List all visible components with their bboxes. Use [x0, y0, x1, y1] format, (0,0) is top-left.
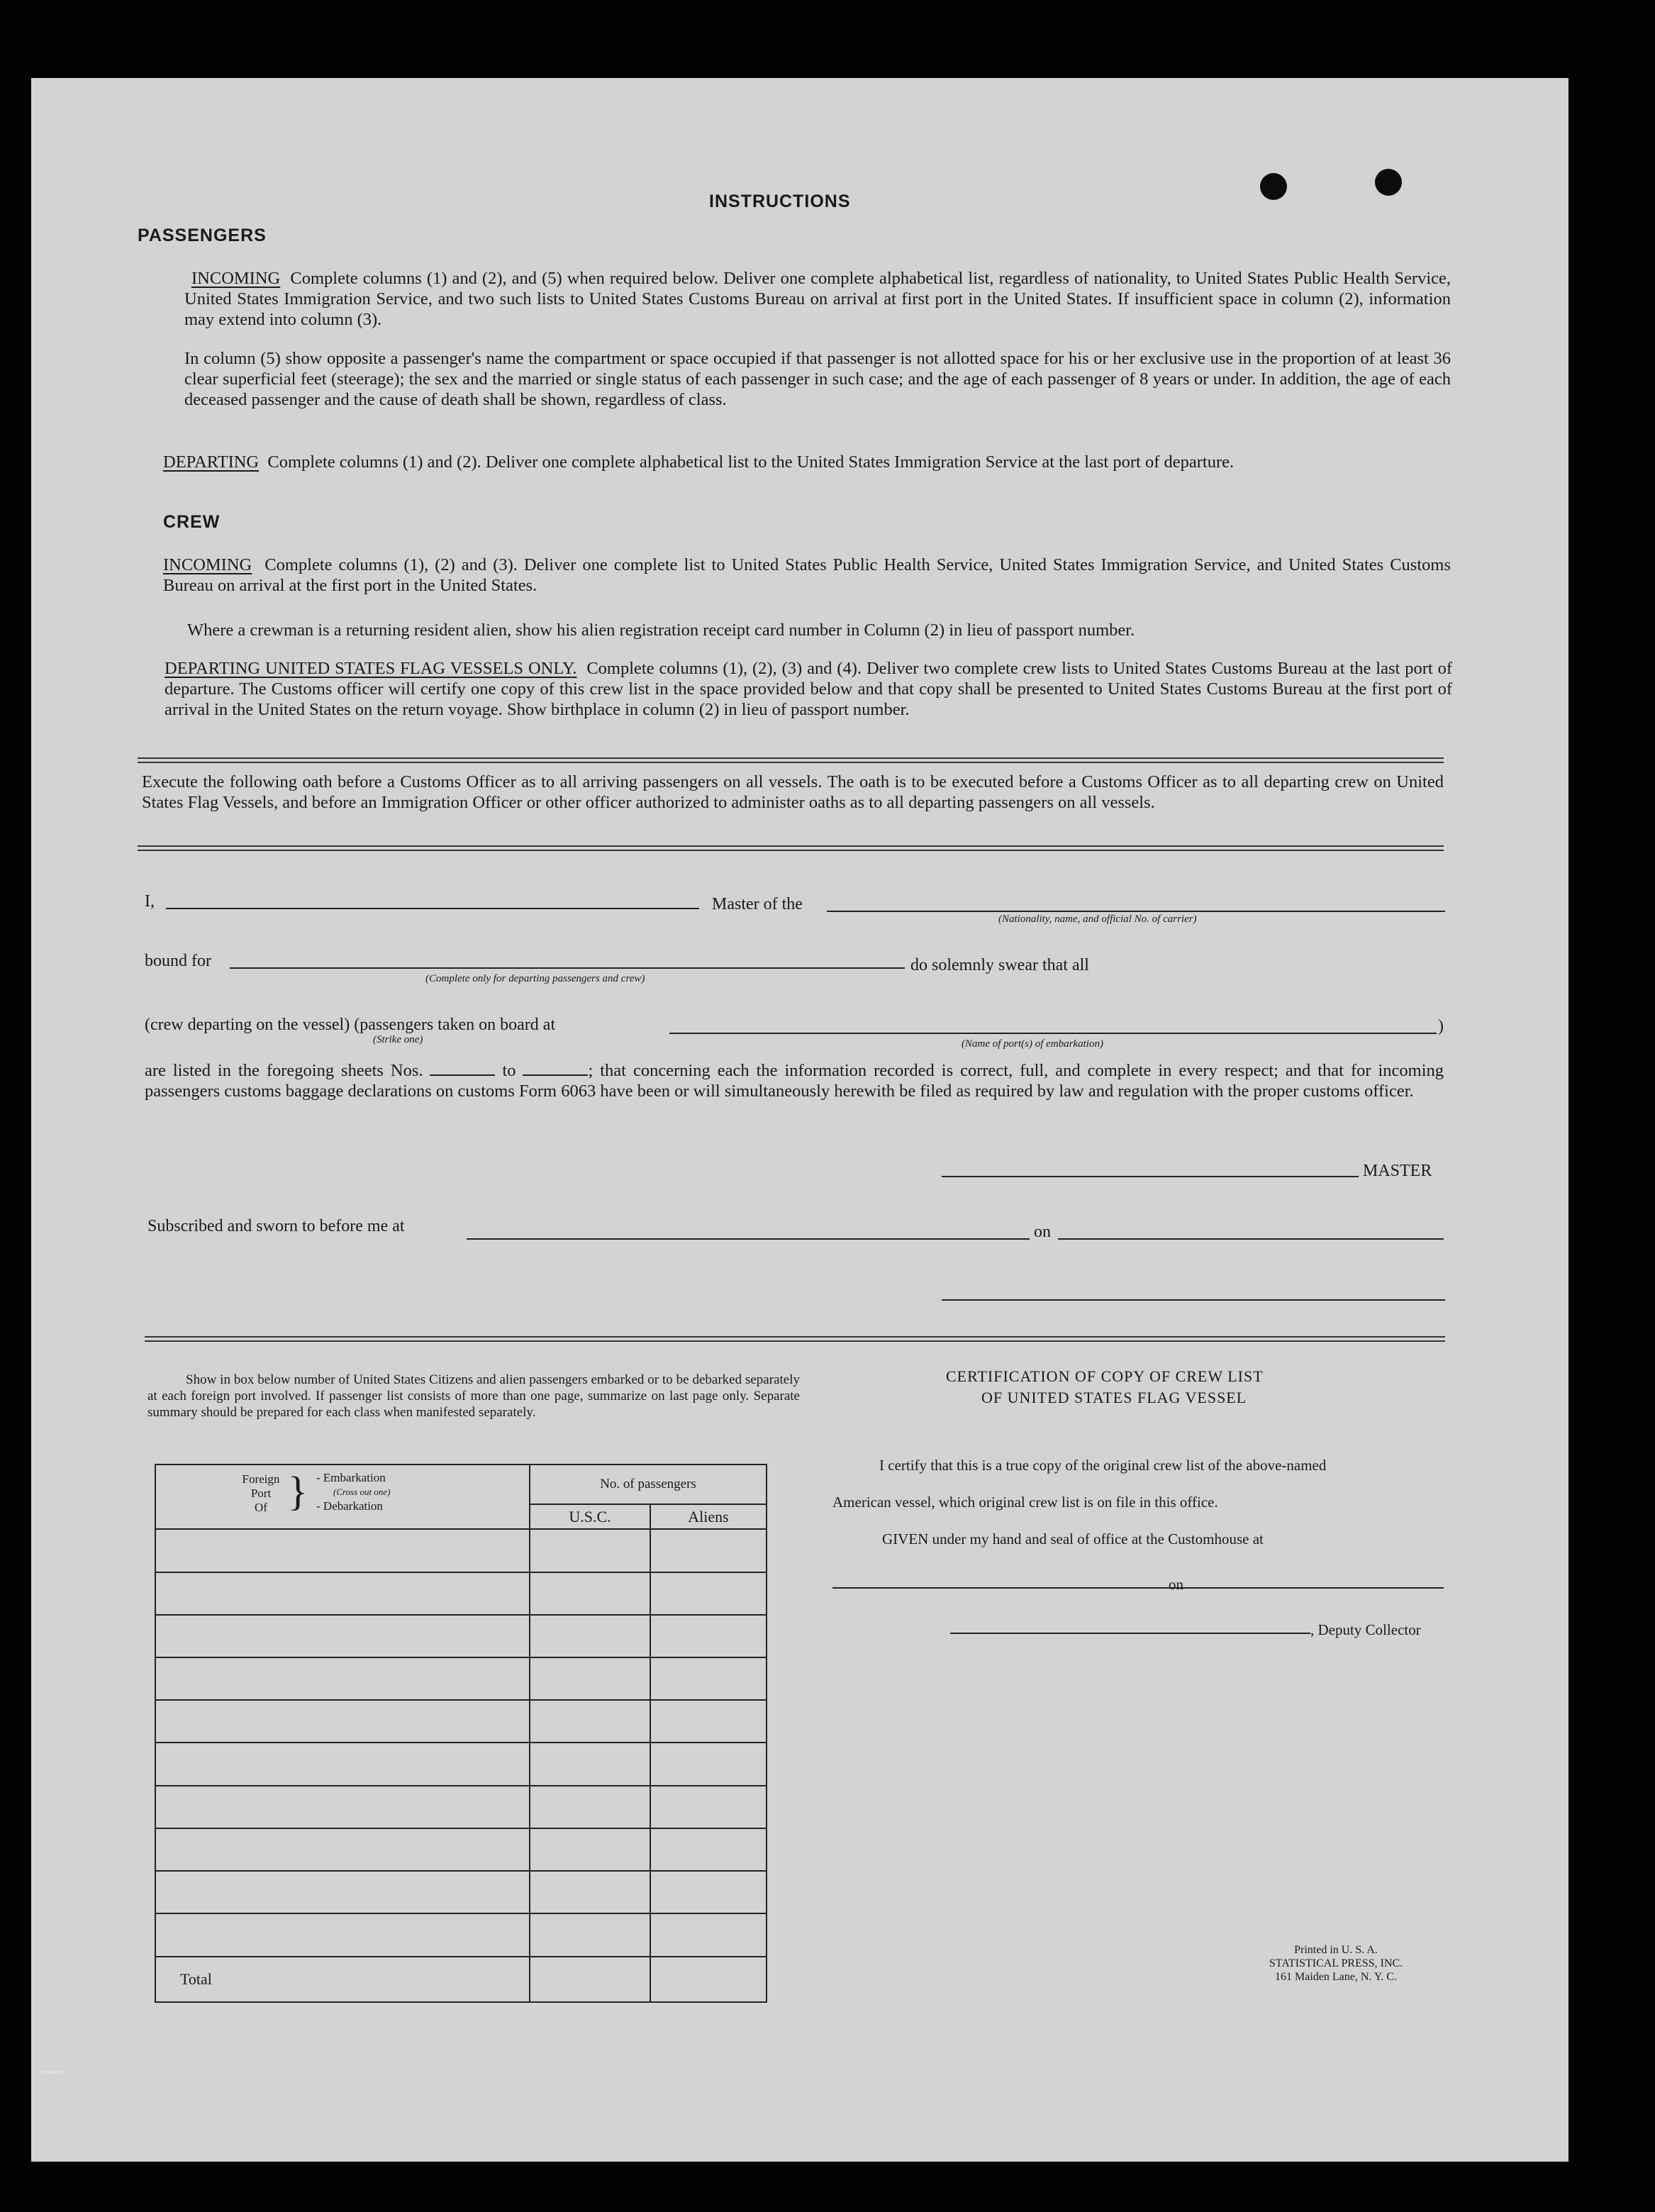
ports-field[interactable] — [669, 1033, 1437, 1034]
table-row — [155, 1828, 767, 1871]
ports-close-paren: ) — [1438, 1017, 1444, 1035]
usc-header: U.S.C. — [530, 1504, 650, 1529]
table-row — [155, 1529, 767, 1572]
officer-signature-field[interactable] — [942, 1299, 1445, 1301]
table-row — [155, 1743, 767, 1785]
table-row — [155, 1871, 767, 1913]
printer-imprint — [1230, 1943, 1442, 1984]
incoming-label: INCOMING — [191, 269, 281, 288]
certify-text: I certify that this is a true copy of the original crew list of the above-named — [879, 1457, 1327, 1474]
aliens-cell[interactable] — [650, 1572, 767, 1615]
port-cell[interactable] — [155, 1615, 530, 1657]
no-of-passengers-header: No. of passengers — [530, 1465, 767, 1504]
listed-paragraph — [145, 1060, 1444, 1101]
passenger-summary-table — [155, 1464, 767, 2003]
customhouse-field[interactable] — [832, 1587, 1197, 1589]
aliens-header: Aliens — [650, 1504, 767, 1529]
strike-one-caption: (Strike one) — [373, 1034, 423, 1045]
total-text: Total — [180, 1969, 212, 1988]
aliens-cell[interactable] — [650, 1786, 767, 1828]
bound-for-label: bound for — [145, 952, 211, 970]
sworn-date-field[interactable] — [1058, 1238, 1444, 1240]
form-sheet — [31, 78, 1568, 2162]
aliens-cell[interactable] — [650, 1743, 767, 1785]
usc-cell[interactable] — [530, 1743, 650, 1785]
vessel-text: American vessel, which original crew list is on file in this office. — [832, 1494, 1218, 1511]
printer-line-3: 161 Maiden Lane, N. Y. C. — [1275, 1971, 1397, 1983]
table-row — [155, 1657, 767, 1700]
master-name-field[interactable] — [166, 908, 699, 909]
usc-cell[interactable] — [530, 1615, 650, 1657]
column5-paragraph: In column (5) show opposite a passenger's name the compartment or space occupied if that passenger is not allotted space for his or her exclusive use in the proportion of at least 36 clear superficial feet (steerage); the sex and the married or single status of each passenger in such case; and the age of each passenger of 8 years or under. In addition, the age of each deceased passenger and the cause of death shall be shown, regardless of class. — [184, 349, 1451, 409]
double-rule-bottom-1 — [145, 1336, 1445, 1338]
debarkation-label: - Debarkation — [316, 1499, 383, 1513]
foreign-port-of-label — [233, 1472, 289, 1515]
master-label: MASTER — [1363, 1162, 1432, 1180]
oath-i-label: I, — [145, 892, 155, 911]
punch-hole-left — [1260, 173, 1287, 200]
cross-out-label: (Cross out one) — [333, 1486, 391, 1497]
usc-cell[interactable] — [530, 1828, 650, 1871]
punch-hole-right — [1375, 169, 1402, 196]
crew-departing-text — [145, 1016, 555, 1035]
departing-text: Complete columns (1) and (2). Deliver one complete alphabetical list to the United States Immigration Service at the last port of departure. — [267, 452, 1235, 472]
table-row — [155, 1913, 767, 1956]
listed-label-a: are listed in the foregoing sheets Nos. — [145, 1061, 423, 1080]
printer-line-2: STATISTICAL PRESS, INC. — [1269, 1957, 1403, 1969]
ports-caption: (Name of port(s) of embarkation) — [962, 1038, 1103, 1050]
port-cell[interactable] — [155, 1529, 530, 1572]
given-text: GIVEN under my hand and seal of office at the Customhouse at — [882, 1530, 1264, 1547]
table-row — [155, 1700, 767, 1743]
flag-vessels-label: DEPARTING UNITED STATES FLAG VESSELS ONLY. — [165, 659, 577, 678]
foreign-port-header — [155, 1465, 530, 1529]
usc-cell[interactable] — [530, 1572, 650, 1615]
usc-cell[interactable] — [530, 1913, 650, 1956]
sheet-from-field[interactable] — [430, 1063, 495, 1076]
aliens-cell[interactable] — [650, 1657, 767, 1700]
table-row — [155, 1572, 767, 1615]
of-word: Of — [255, 1501, 267, 1514]
aliens-cell[interactable] — [650, 1828, 767, 1871]
usc-cell[interactable] — [530, 1529, 650, 1572]
usc-cell[interactable] — [530, 1786, 650, 1828]
certification-title-1: CERTIFICATION OF COPY OF CREW LIST — [946, 1367, 1264, 1385]
double-rule-bottom-2 — [145, 1340, 1445, 1342]
total-label — [155, 1957, 530, 2002]
usc-cell[interactable] — [530, 1700, 650, 1743]
certification-date-field[interactable] — [1194, 1587, 1444, 1589]
aliens-cell[interactable] — [650, 1529, 767, 1572]
bound-for-caption: (Complete only for departing passengers and crew) — [425, 973, 645, 984]
certification-on-label: on — [1169, 1576, 1183, 1593]
port-cell[interactable] — [155, 1828, 530, 1871]
passengers-heading: PASSENGERS — [138, 226, 267, 245]
crew-incoming-paragraph — [163, 555, 1451, 596]
total-row — [155, 1957, 767, 2002]
double-rule-top-1 — [138, 757, 1444, 759]
subscribed-label: Subscribed and sworn to before me at — [147, 1217, 405, 1235]
port-cell[interactable] — [155, 1786, 530, 1828]
carrier-field[interactable] — [827, 911, 1445, 912]
port-cell[interactable] — [155, 1913, 530, 1956]
incoming-passengers-paragraph — [184, 268, 1451, 330]
departing-passengers-paragraph — [163, 452, 1451, 472]
departing-label: DEPARTING — [163, 452, 260, 472]
master-of-the-label: Master of the — [712, 895, 803, 913]
scan-edge-mark — [41, 2071, 62, 2074]
port-cell[interactable] — [155, 1743, 530, 1785]
crew-incoming-label: INCOMING — [163, 555, 252, 574]
listed-to-label: to — [502, 1061, 516, 1080]
aliens-cell[interactable] — [650, 1700, 767, 1743]
double-rule-top-2 — [138, 762, 1444, 763]
deputy-collector-signature-field[interactable] — [950, 1633, 1310, 1634]
aliens-cell[interactable] — [650, 1913, 767, 1956]
carrier-caption: (Nationality, name, and official No. of carrier) — [998, 913, 1197, 925]
port-cell[interactable] — [155, 1700, 530, 1743]
flag-vessels-text: Complete columns (1), (2), (3) and (4). Deliver two complete crew lists to United States Customs Bureau at the last port of departure. The Customs officer will certify one copy of this crew list in the space provided below and that copy shall be presented to United States Customs Bureau at the first port of arrival in the United States on the return voyage. Show birthplace in column (2) in lieu of passport number. — [165, 659, 1452, 719]
crew-incoming-text: Complete columns (1), (2) and (3). Deliver one complete list to United States Public Health Service, United States Immigration Service, and United States Customs Bureau on arrival at the first port in the United States. — [163, 555, 1451, 595]
oath-instructions: Execute the following oath before a Customs Officer as to all arriving passengers on all vessels. The oath is to be executed before a Customs Officer as to all departing crew on United States Flag Vessels, and before an Immigration Officer or other officer authorized to administer oaths as to all departing passengers on all vessels. — [142, 772, 1444, 812]
foreign-word: Foreign — [242, 1472, 280, 1486]
table-row — [155, 1786, 767, 1828]
aliens-cell[interactable] — [650, 1871, 767, 1913]
master-signature-field[interactable] — [942, 1176, 1359, 1177]
bound-for-field[interactable] — [230, 967, 905, 969]
usc-cell[interactable] — [530, 1871, 650, 1913]
port-cell[interactable] — [155, 1657, 530, 1700]
usc-cell[interactable] — [530, 1657, 650, 1700]
flag-vessels-paragraph — [165, 658, 1452, 720]
embarkation-label: - Embarkation — [316, 1471, 386, 1484]
port-cell[interactable] — [155, 1572, 530, 1615]
crewman-paragraph: Where a crewman is a returning resident alien, show his alien registration receipt card number in Column (2) in lieu of passport number. — [187, 621, 1135, 640]
listed-label-b: ; that concerning each the information recorded is correct, full, and complete in every respect; and that for incoming passengers customs baggage declarations on customs Form 6063 have been or will simultaneously herewith be filed as required by law and regulation with the proper customs officer. — [145, 1061, 1444, 1101]
double-rule-mid-1 — [138, 845, 1444, 847]
brace-icon: } — [288, 1468, 308, 1514]
sworn-on-label: on — [1034, 1223, 1051, 1241]
sheet-to-field[interactable] — [523, 1063, 588, 1076]
crew-heading: CREW — [163, 512, 221, 532]
double-rule-mid-2 — [138, 850, 1444, 851]
table-row — [155, 1615, 767, 1657]
total-usc-cell[interactable] — [530, 1957, 650, 2002]
summary-instructions: Show in box below number of United States Citizens and alien passengers embarked or to be debarked separately at each foreign port involved. If passenger list consists of more than one page, summarize on last page only. Separate summary should be prepared for each class when manifested separately. — [147, 1372, 800, 1420]
instructions-title: INSTRUCTIONS — [709, 191, 851, 211]
swear-text: do solemnly swear that all — [910, 956, 1089, 974]
printer-line-1: Printed in U. S. A. — [1294, 1944, 1378, 1956]
deputy-collector-label: , Deputy Collector — [1310, 1621, 1421, 1638]
aliens-cell[interactable] — [650, 1615, 767, 1657]
total-aliens-cell[interactable] — [650, 1957, 767, 2002]
sworn-place-field[interactable] — [467, 1238, 1030, 1240]
crew-departing-label: (crew departing on the vessel) (passengers taken on board at — [145, 1016, 556, 1034]
port-cell[interactable] — [155, 1871, 530, 1913]
incoming-text: Complete columns (1) and (2), and (5) when required below. Deliver one complete alphabetical list, regardless of nationality, to United States Public Health Service, United States Immigration Service, and two such lists to United States Customs Bureau on arrival at first port in the United States. If insufficient space in column (2), information may extend into column (3). — [184, 269, 1451, 329]
port-word: Port — [250, 1486, 272, 1500]
certification-title-2: OF UNITED STATES FLAG VESSEL — [981, 1389, 1247, 1406]
